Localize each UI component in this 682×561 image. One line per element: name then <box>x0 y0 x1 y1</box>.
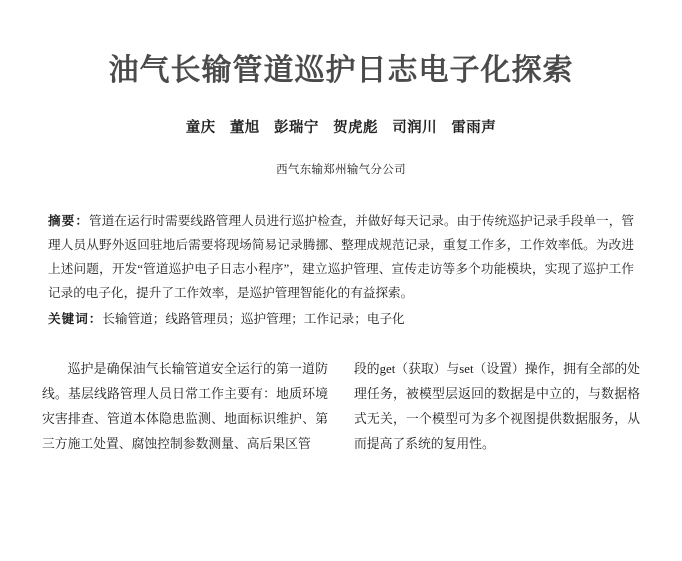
author-name: 董旭 <box>229 119 260 136</box>
affiliation: 西气东输郑州输气分公司 <box>276 163 406 176</box>
abstract <box>36 209 646 306</box>
author-name: 雷雨声 <box>451 119 497 136</box>
right-column-paragraph: 段的get（获取）与set（设置）操作，拥有全部的处理任务，被模型层返回的数据是中立的，与数据格式无关，一个模型可为多个视图提供数据服务，从而提高了系统的复用性。 <box>354 362 640 452</box>
keywords <box>36 307 646 331</box>
author-name: 贺虎彪 <box>333 119 379 136</box>
left-column <box>42 357 328 457</box>
left-column-paragraph: 巡护是确保油气长输管道安全运行的第一道防线。基层线路管理人员日常工作主要有：地质环境灾害排查、管道本体隐患监测、地面标识维护、第三方施工处置、腐蚀控制参数测量、高后果区管 <box>42 362 328 452</box>
paper-page <box>0 52 682 561</box>
right-column <box>354 357 640 457</box>
body-columns <box>36 357 646 457</box>
author-name: 童庆 <box>185 119 216 136</box>
author-name: 彭瑞宁 <box>273 119 319 136</box>
keywords-text: 长输管道；线路管理员；巡护管理；工作记录；电子化 <box>102 312 405 327</box>
author-name: 司润川 <box>392 119 438 136</box>
abstract-text: 管道在运行时需要线路管理人员进行巡护检查，并做好每天记录。由于传统巡护记录手段单一，管理人员从野外返回驻地后需要将现场简易记录腾挪、整理成规范记录，重复工作多，工作效率低。为改进上述问题，开发“管道巡护电子日志小程序”，建立巡护管理、宣传走访等多个功能模块，实现了巡护工作记录的电子化，提升了工作效率，是巡护管理智能化的有益探索。 <box>48 213 635 301</box>
abstract-label: 摘要： <box>48 213 90 228</box>
keywords-label: 关键词： <box>48 312 103 327</box>
page-title: 油气长输管道巡护日志电子化探索 <box>108 54 574 87</box>
author-list <box>36 116 646 137</box>
